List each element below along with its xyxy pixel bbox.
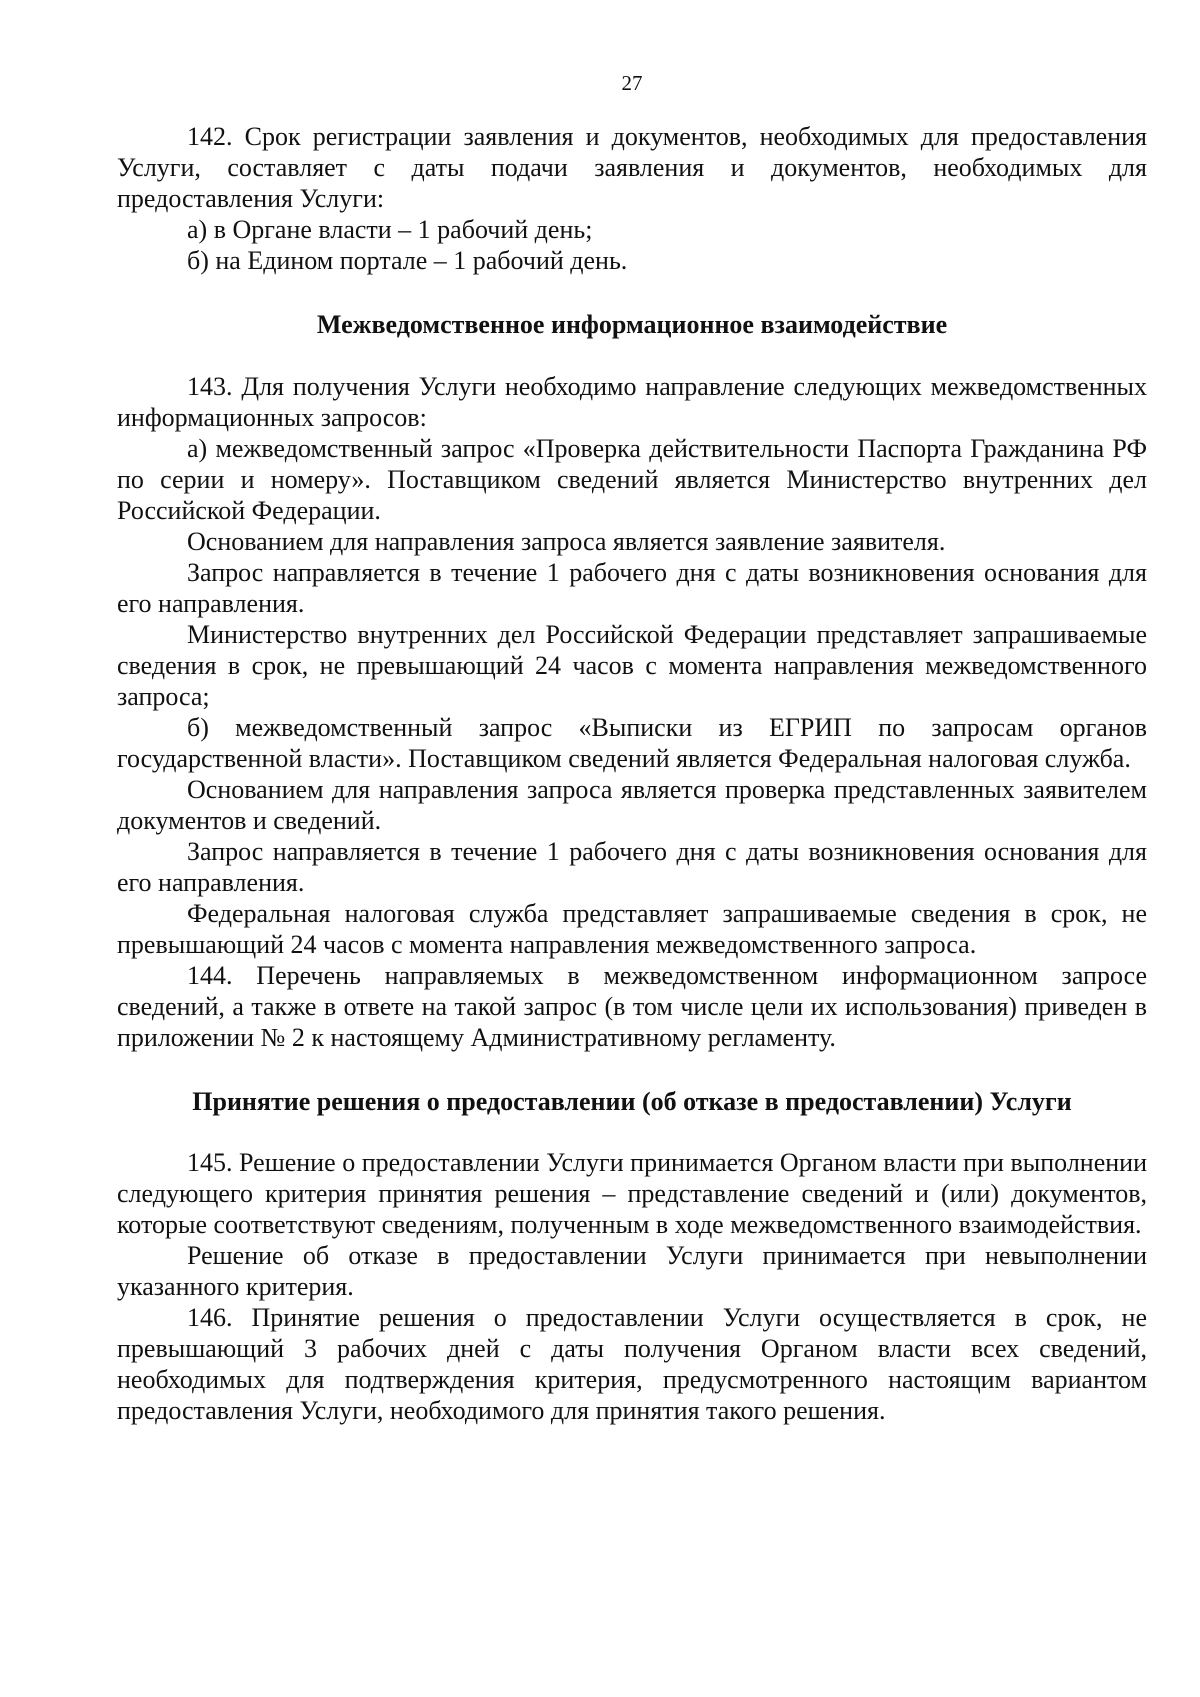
paragraph-146: 146. Принятие решения о предоставлении Услуги осуществляется в срок, не превышающий 3 рабочих дней с даты получения Органом власти всех сведений, необходимых для подтверждения критерия, предусмотренного настоящим вариантом предоставления Услуги, необходимого для принятия такого решения. xyxy=(117,1303,1147,1425)
paragraph-142-b: б) на Едином портале – 1 рабочий день. xyxy=(187,246,628,275)
paragraph-143-a: а) межведомственный запрос «Проверка действительности Паспорта Гражданина РФ по серии и номеру». Поставщиком сведений является Министерство внутренних дел Российской Федерации. xyxy=(117,434,1147,525)
paragraph-143-b: б) межведомственный запрос «Выписки из ЕГРИП по запросам органов государственной власти». Поставщиком сведений является Федеральная налоговая служба. xyxy=(117,713,1147,773)
paragraph-144: 144. Перечень направляемых в межведомственном информационном запросе сведений, а также в ответе на такой запрос (в том числе цели их использования) приведен в приложении № 2 к настоящему Административному регламенту. xyxy=(117,961,1147,1052)
paragraph-143-a-timing: Запрос направляется в течение 1 рабочего дня с даты возникновения основания для его направления. xyxy=(117,558,1147,618)
paragraph-143-a-basis: Основанием для направления запроса является заявление заявителя. xyxy=(187,527,946,556)
paragraph-143-b-response: Федеральная налоговая служба представляет запрашиваемые сведения в срок, не превышающий 24 часов с момента направления межведомственного запроса. xyxy=(117,899,1147,959)
paragraph-145: 145. Решение о предоставлении Услуги принимается Органом власти при выполнении следующего критерия принятия решения – представление сведений и (или) документов, которые соответствуют сведениям, полученным в ходе межведомственного взаимодействия. xyxy=(117,1148,1147,1239)
paragraph-143-a-response: Министерство внутренних дел Российской Федерации представляет запрашиваемые сведения в срок, не превышающий 24 часов с момента направления межведомственного запроса; xyxy=(117,620,1147,711)
paragraph-143-b-timing: Запрос направляется в течение 1 рабочего дня с даты возникновения основания для его направления. xyxy=(117,837,1147,897)
paragraph-143-b-basis: Основанием для направления запроса является проверка представленных заявителем документов и сведений. xyxy=(117,775,1147,835)
paragraph-142: 142. Срок регистрации заявления и документов, необходимых для предоставления Услуги, составляет с даты подачи заявления и документов, необходимых для предоставления Услуги: xyxy=(117,122,1147,213)
paragraph-143: 143. Для получения Услуги необходимо направление следующих межведомственных информационных запросов: xyxy=(117,372,1147,432)
section-heading-interagency: Межведомственное информационное взаимодействие xyxy=(316,310,948,339)
paragraph-145-refusal: Решение об отказе в предоставлении Услуги принимается при невыполнении указанного критерия. xyxy=(117,1241,1147,1301)
paragraph-142-a: а) в Органе власти – 1 рабочий день; xyxy=(187,215,593,244)
page-number: 27 xyxy=(621,71,643,95)
section-heading-decision: Принятие решения о предоставлении (об отказе в предоставлении) Услуги xyxy=(192,1087,1072,1116)
document-body xyxy=(117,121,1147,1426)
